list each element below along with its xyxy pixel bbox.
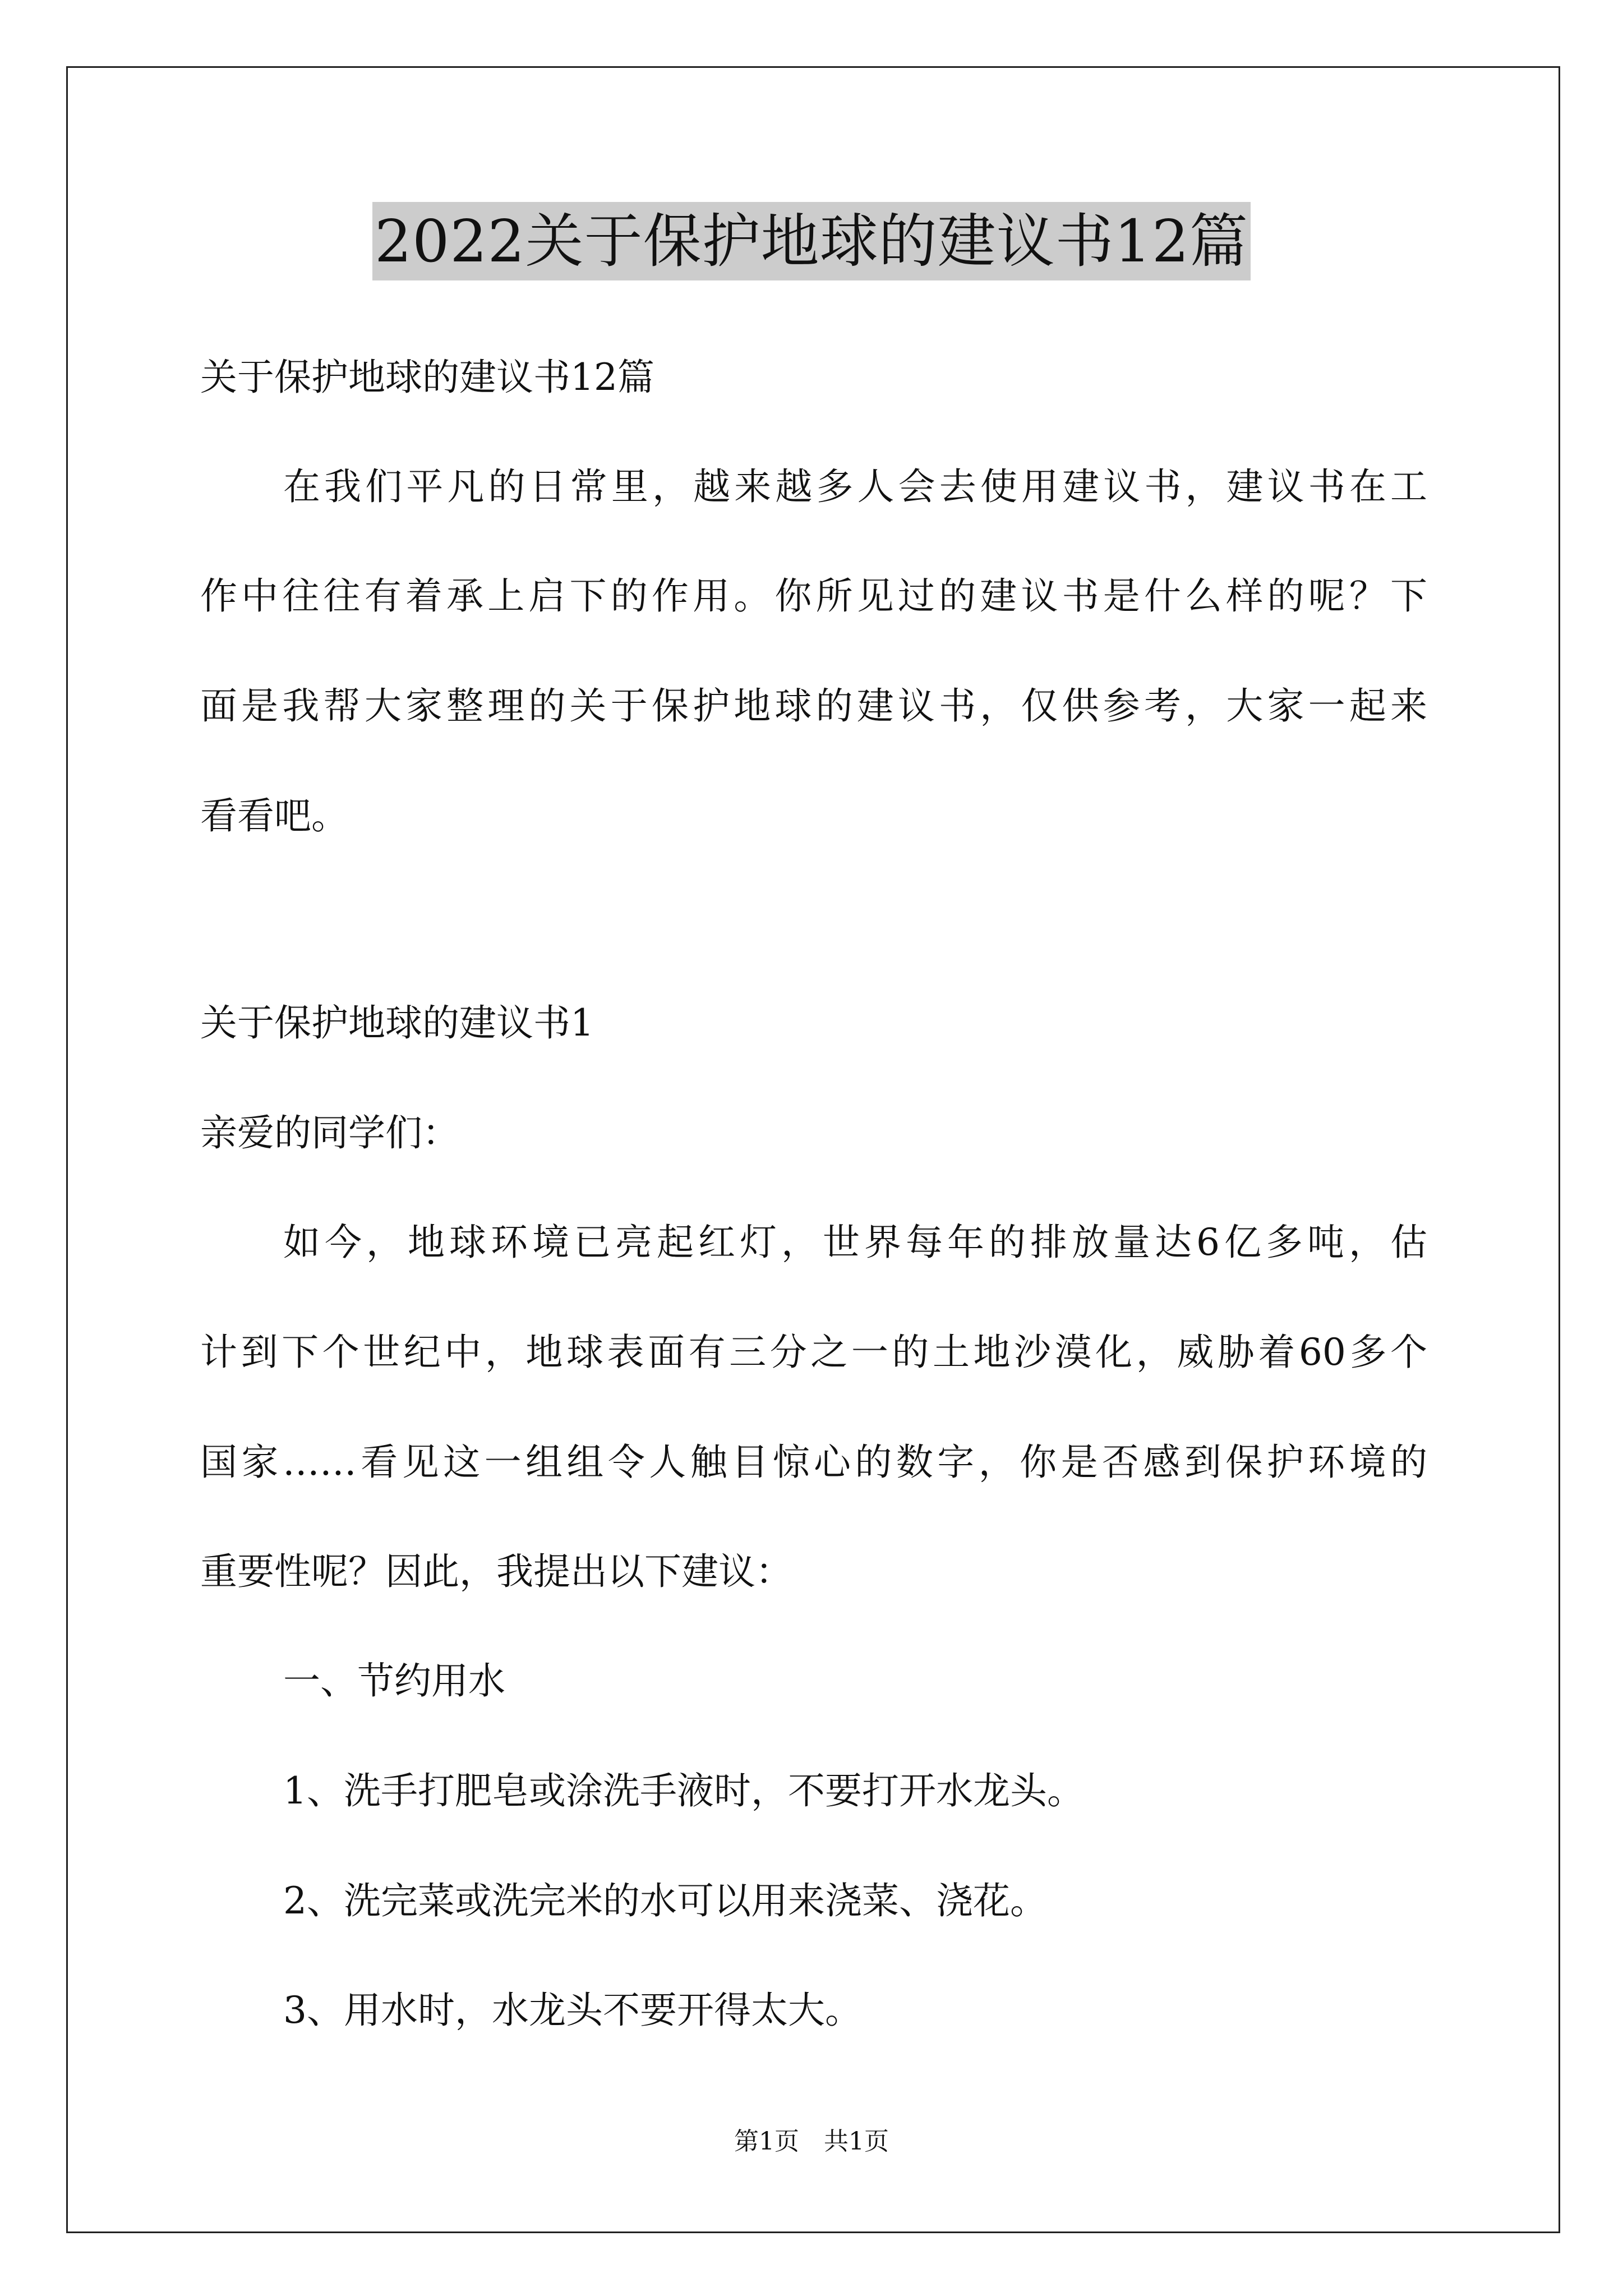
point-heading: 一、节约用水 [283, 1659, 505, 1703]
intro-line: 面是我帮大家整理的关于保护地球的建议书，仅供参考，大家一起来 [200, 684, 1427, 728]
document-subtitle: 关于保护地球的建议书12篇 [200, 356, 654, 399]
body-line: 计到下个世纪中，地球表面有三分之一的土地沙漠化，威胁着60多个 [200, 1331, 1427, 1374]
intro-line: 看看吧。 [200, 794, 348, 838]
title-container [0, 202, 1623, 280]
body-line: 重要性呢？因此，我提出以下建议： [200, 1550, 792, 1593]
salutation: 亲爱的同学们： [200, 1111, 459, 1154]
list-item: 1、洗手打肥皂或涂洗手液时，不要打开水龙头。 [283, 1769, 1084, 1812]
body-line: 如今，地球环境已亮起红灯，世界每年的排放量达6亿多吨，估 [283, 1221, 1427, 1264]
intro-line: 在我们平凡的日常里，越来越多人会去使用建议书，建议书在工 [283, 465, 1427, 508]
body-line: 国家……看见这一组组令人触目惊心的数字，你是否感到保护环境的 [200, 1441, 1427, 1484]
page-footer: 第1页 共1页 [734, 2127, 889, 2156]
list-item: 2、洗完菜或洗完米的水可以用来浇菜、浇花。 [283, 1879, 1047, 1922]
document-title: 2022关于保护地球的建议书12篇 [372, 202, 1251, 280]
list-item: 3、用水时，水龙头不要开得太大。 [283, 1989, 862, 2032]
section-heading: 关于保护地球的建议书1 [200, 1001, 594, 1045]
intro-line: 作中往往有着承上启下的作用。你所见过的建议书是什么样的呢？下 [200, 574, 1427, 618]
